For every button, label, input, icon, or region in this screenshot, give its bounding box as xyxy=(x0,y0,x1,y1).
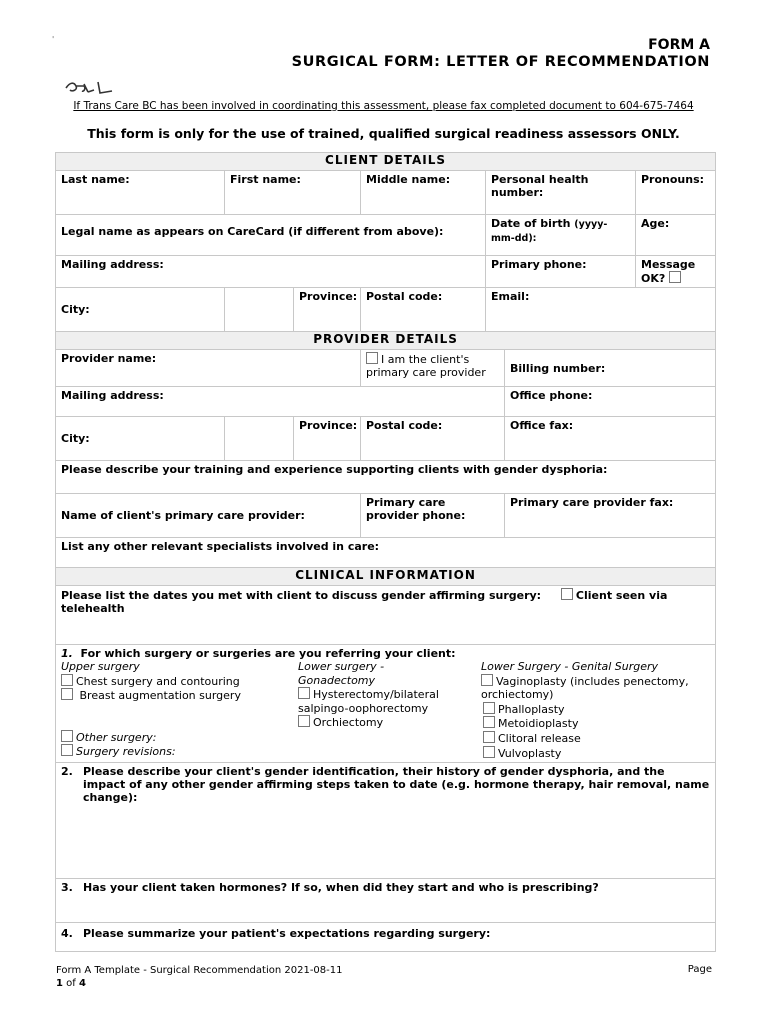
pcp-name-field[interactable]: Name of client's primary care provider: xyxy=(56,494,361,538)
provider-mailing-field[interactable]: Mailing address: xyxy=(56,387,505,417)
client-mailing-field[interactable]: Mailing address: xyxy=(56,256,486,288)
provider-details-heading: PROVIDER DETAILS xyxy=(56,332,716,350)
message-ok-checkbox[interactable] xyxy=(669,271,681,283)
page-title: SURGICAL FORM: LETTER OF RECOMMENDATION xyxy=(291,54,710,70)
provider-name-field[interactable]: Provider name: xyxy=(56,350,361,387)
client-province-field[interactable]: Province: xyxy=(294,288,361,332)
dates-field[interactable]: Please list the dates you met with client to discuss gender affirming surgery: Client seen via telehealth xyxy=(56,586,716,645)
first-name-field[interactable]: First name: xyxy=(225,171,361,215)
gender-history-field[interactable]: 2. Please describe your client's gender identification, their history of gender dysphoria, and the impact of any other gender affirming steps taken to date (e.g. hormone therapy, hair removal, name change): xyxy=(56,763,716,879)
form-id: FORM A xyxy=(648,37,710,53)
office-phone-field[interactable]: Office phone: xyxy=(505,387,716,417)
checkbox-vaginoplasty[interactable]: Vaginoplasty (includes penectomy, orchiectomy) xyxy=(481,674,689,702)
checkbox-hysterectomy[interactable]: Hysterectomy/bilateral salpingo-oophorectomy xyxy=(298,688,439,715)
expectations-field[interactable]: 4. Please summarize your patient's expectations regarding surgery: xyxy=(56,923,716,952)
training-field[interactable]: Please describe your training and experience supporting clients with gender dysphoria: xyxy=(56,461,716,494)
email-field[interactable]: Email: xyxy=(486,288,716,332)
telehealth-checkbox[interactable] xyxy=(561,588,573,600)
provider-province-field[interactable]: Province: xyxy=(294,417,361,461)
checkbox-phalloplasty[interactable]: Phalloplasty xyxy=(481,702,711,717)
checkbox-breast-augmentation[interactable]: Breast augmentation surgery xyxy=(61,688,296,703)
restriction-notice: This form is only for the use of trained, qualified surgical readiness assessors ONLY. xyxy=(87,126,680,141)
phn-field[interactable]: Personal health number: xyxy=(486,171,636,215)
hormones-field[interactable]: 3. Has your client taken hormones? If so, when did they start and who is prescribing? xyxy=(56,879,716,923)
client-city-field[interactable]: City: xyxy=(56,288,225,332)
middle-name-field[interactable]: Middle name: xyxy=(361,171,486,215)
last-name-field[interactable]: Last name: xyxy=(56,171,225,215)
pcp-fax-field[interactable]: Primary care provider fax: xyxy=(505,494,716,538)
dob-field[interactable]: Date of birth (yyyy-mm-dd): xyxy=(486,215,636,256)
surgical-form-table xyxy=(55,152,716,952)
legal-name-field[interactable]: Legal name as appears on CareCard (if different from above): xyxy=(56,215,486,256)
primary-phone-field[interactable]: Primary phone: xyxy=(486,256,636,288)
provider-postal-field[interactable]: Postal code: xyxy=(361,417,505,461)
pcp-checkbox-cell[interactable]: I am the client's primary care provider xyxy=(361,350,505,387)
checkbox-surgery-revisions[interactable]: Surgery revisions: xyxy=(61,744,296,759)
signature-logo-icon xyxy=(64,78,118,102)
provider-city-field[interactable]: City: xyxy=(56,417,225,461)
checkbox-chest-surgery[interactable]: Chest surgery and contouring xyxy=(61,674,296,689)
footer-template: Form A Template - Surgical Recommendation 2021-08-11 1 of 4 xyxy=(56,965,343,989)
checkbox-other-surgery[interactable]: Other surgery: xyxy=(61,730,296,745)
fax-notice: If Trans Care BC has been involved in coordinating this assessment, please fax completed document to 604-675-7464 xyxy=(73,100,694,112)
specialists-field[interactable]: List any other relevant specialists involved in care: xyxy=(56,538,716,568)
checkbox-orchiectomy[interactable]: Orchiectomy xyxy=(298,715,458,730)
corner-mark: ' xyxy=(52,35,55,44)
checkbox-clitoral-release[interactable]: Clitoral release xyxy=(481,731,711,746)
checkbox-vulvoplasty[interactable]: Vulvoplasty xyxy=(481,746,711,761)
client-details-heading: CLIENT DETAILS xyxy=(56,153,716,171)
pronouns-field[interactable]: Pronouns: xyxy=(636,171,716,215)
billing-field[interactable]: Billing number: xyxy=(505,350,716,387)
pcp-checkbox[interactable] xyxy=(366,352,378,364)
message-ok-field[interactable]: Message OK? xyxy=(636,256,716,288)
clinical-info-heading: CLINICAL INFORMATION xyxy=(56,568,716,586)
checkbox-metoidioplasty[interactable]: Metoidioplasty xyxy=(481,716,711,731)
client-postal-field[interactable]: Postal code: xyxy=(361,288,486,332)
footer-page-label: Page xyxy=(687,964,712,975)
office-fax-field[interactable]: Office fax: xyxy=(505,417,716,461)
age-field[interactable]: Age: xyxy=(636,215,716,256)
surgery-selection: 1. For which surgery or surgeries are you referring your client: Upper surgery Chest surgery and contouring Breast augmentation surgery Other surgery: Surgery revisions: Lower surgery - Gonadectomy Hysterectomy/bilateral salpingo-oophorectomy Orchiectomy Lower Surgery - Genital Surgery Vaginoplasty (includes penectomy, orchiectomy) Phalloplasty Metoidioplasty Clitoral release Vulvoplasty xyxy=(56,645,716,763)
pcp-phone-field[interactable]: Primary care provider phone: xyxy=(361,494,505,538)
